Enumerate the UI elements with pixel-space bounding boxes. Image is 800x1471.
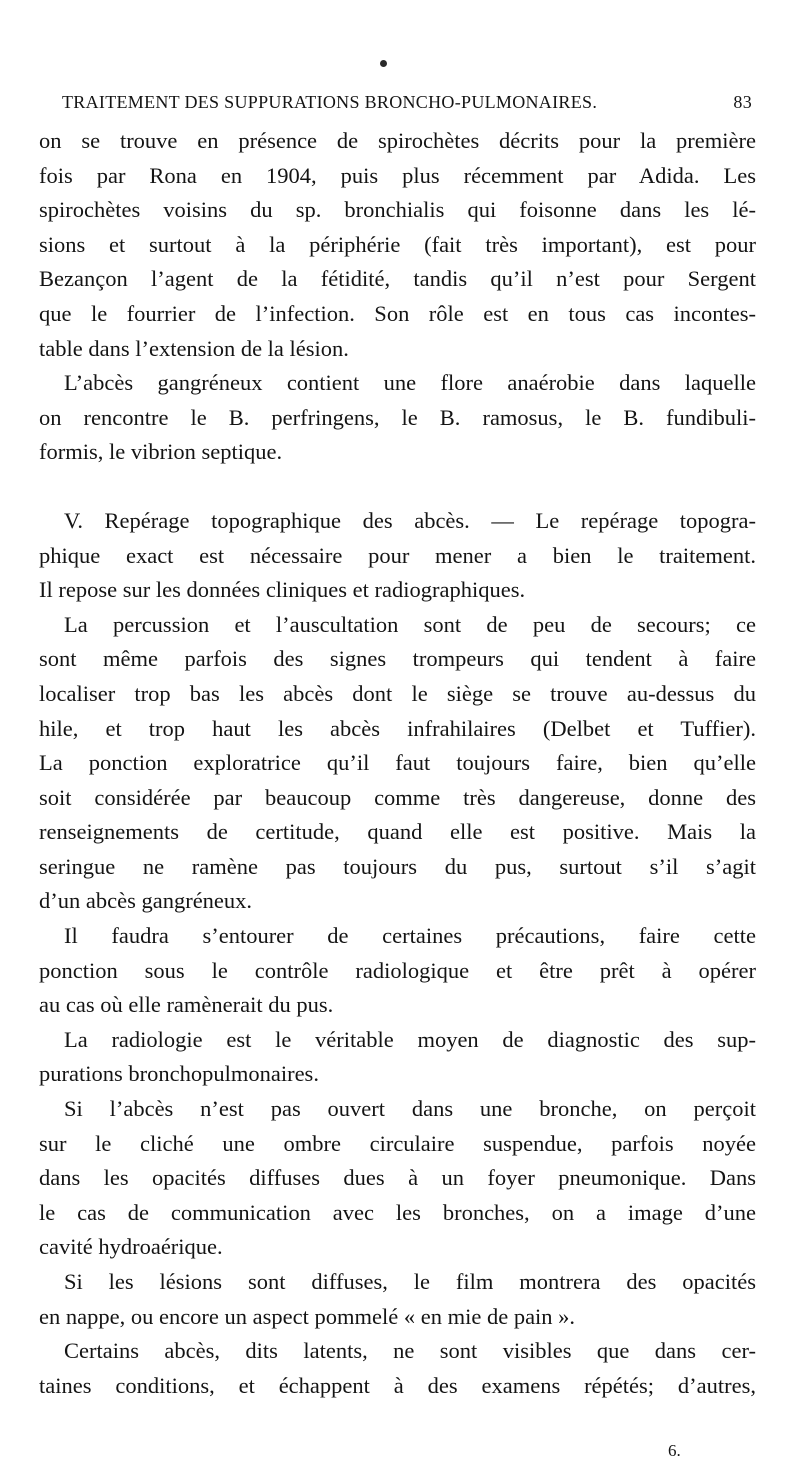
page-number: 83 — [733, 92, 752, 112]
text-line: Certains abcès, dits latents, ne sont visibles que dans cer- — [64, 1338, 756, 1364]
text-line: localiser trop bas les abcès dont le siège se trouve au-dessus du — [39, 680, 756, 706]
text-line: taines conditions, et échappent à des examens répétés; d’autres, — [39, 1372, 756, 1398]
text-line: La radiologie est le véritable moyen de diagnostic des sup- — [64, 1026, 756, 1052]
text-line: formis, le vibrion septique. — [39, 439, 283, 465]
text-line: on se trouve en présence de spirochètes décrits pour la première — [39, 128, 756, 153]
section-gap — [39, 470, 756, 504]
text-line: en nappe, ou encore un aspect pommelé « en mie de pain ». — [39, 1303, 576, 1329]
paragraph — [39, 919, 756, 1023]
text-line: Il repose sur les données cliniques et radiographiques. — [39, 577, 526, 603]
text-line: d’un abcès gangréneux. — [39, 888, 253, 914]
text-line: le cas de communication avec les bronches, on a image d’une — [39, 1199, 756, 1225]
text-line: V. Repérage topographique des abcès. — Le repérage topogra- — [64, 507, 756, 533]
text-line: phique exact est nécessaire pour mener a bien le traitement. — [39, 542, 756, 568]
paragraph — [39, 1092, 756, 1265]
running-title: TRAITEMENT DES SUPPURATIONS BRONCHO-PULMONAIRES. — [62, 92, 598, 112]
text-line: on rencontre le B. perfringens, le B. ramosus, le B. fundibuli- — [39, 404, 756, 430]
paragraph — [39, 504, 756, 608]
paragraph — [39, 366, 756, 470]
text-line: ponction sous le contrôle radiologique et être prêt à opérer — [39, 957, 756, 983]
text-line: L’abcès gangréneux contient une flore anaérobie dans laquelle — [64, 370, 756, 396]
text-line: cavité hydroaérique. — [39, 1234, 223, 1260]
paragraph — [39, 1023, 756, 1092]
text-line: sont même parfois des signes trompeurs qui tendent à faire — [39, 646, 756, 672]
paragraph — [39, 124, 756, 366]
text-line: table dans l’extension de la lésion. — [39, 335, 349, 361]
paragraph — [39, 1265, 756, 1334]
text-line: sur le cliché une ombre circulaire suspendue, parfois noyée — [39, 1130, 756, 1156]
text-line: Si l’abcès n’est pas ouvert dans une bronche, on perçoit — [64, 1096, 756, 1122]
paragraph — [39, 1334, 756, 1403]
text-line: spirochètes voisins du sp. bronchialis qui foisonne dans les lé- — [39, 197, 756, 223]
text-line: hile, et trop haut les abcès infrahilaires (Delbet et Tuffier). — [39, 715, 756, 741]
text-line: soit considérée par beaucoup comme très dangereuse, donne des — [39, 784, 756, 810]
text-line: fois par Rona en 1904, puis plus récemment par Adida. Les — [39, 162, 756, 188]
body-text — [39, 124, 756, 1403]
ink-dot — [380, 60, 387, 67]
text-line: purations bronchopulmonaires. — [39, 1061, 319, 1087]
text-line: La ponction exploratrice qu’il faut toujours faire, bien qu’elle — [39, 750, 756, 776]
text-line: au cas où elle ramènerait du pus. — [39, 992, 334, 1018]
text-line: sions et surtout à la périphérie (fait très important), est pour — [39, 231, 756, 257]
paragraph — [39, 608, 756, 919]
text-line: dans les opacités diffuses dues à un foyer pneumonique. Dans — [39, 1165, 756, 1191]
text-line: Si les lésions sont diffuses, le film montrera des opacités — [64, 1269, 756, 1294]
text-line: renseignements de certitude, quand elle est positive. Mais la — [39, 819, 756, 845]
text-line: que le fourrier de l’infection. Son rôle est en tous cas incontes- — [39, 300, 756, 326]
text-line: La percussion et l’auscultation sont de peu de secours; ce — [64, 611, 756, 637]
running-header — [62, 92, 752, 113]
text-line: Il faudra s’entourer de certaines précautions, faire cette — [64, 923, 756, 949]
text-line: Bezançon l’agent de la fétidité, tandis qu’il n’est pour Sergent — [39, 266, 756, 292]
text-line: seringue ne ramène pas toujours du pus, surtout s’il s’agit — [39, 853, 756, 879]
signature-mark: 6. — [668, 1441, 681, 1460]
